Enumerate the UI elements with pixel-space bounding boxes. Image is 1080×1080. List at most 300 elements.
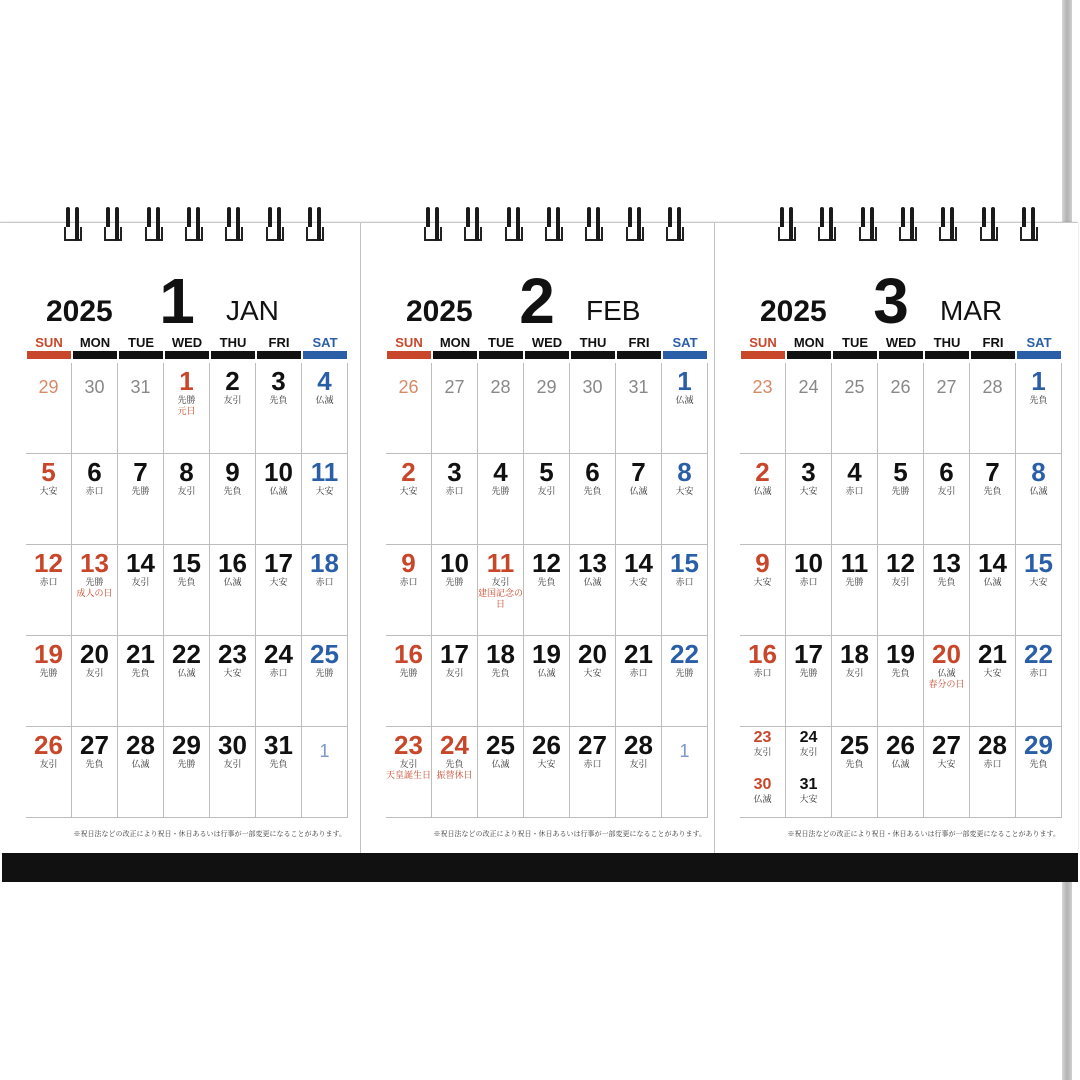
day-cell <box>118 727 164 818</box>
other-month-day <box>26 363 72 454</box>
rokuyo-label: 仏滅 <box>583 577 602 587</box>
rokuyo-label: 先勝 <box>39 668 58 678</box>
day-cell <box>524 727 570 818</box>
page-divider <box>714 223 715 853</box>
rokuyo-label: 大安 <box>799 486 818 496</box>
day-cell <box>256 454 302 545</box>
day-number: 15 <box>670 548 699 578</box>
month-name: FEB <box>586 295 641 326</box>
day-cell <box>72 636 118 727</box>
day-cell <box>832 454 878 545</box>
weekday-label: TUE <box>118 333 164 361</box>
day-number: 15 <box>1024 548 1053 578</box>
rokuyo-label: 先負 <box>445 759 464 769</box>
ring-hole <box>545 227 563 241</box>
rokuyo-label: 赤口 <box>445 486 464 496</box>
rokuyo-label: 赤口 <box>315 577 334 587</box>
rokuyo-label: 大安 <box>583 668 602 678</box>
rokuyo-label: 先負 <box>269 395 288 405</box>
rokuyo-label: 仏滅 <box>131 759 150 769</box>
weekday-header-row <box>386 333 708 361</box>
rokuyo-label: 友引 <box>177 486 196 496</box>
day-cell <box>524 454 570 545</box>
rokuyo-label: 大安 <box>223 668 242 678</box>
day-cell <box>210 727 256 818</box>
day-number: 26 <box>532 730 561 760</box>
ring-hole <box>818 227 836 241</box>
rokuyo-label: 大安 <box>983 668 1002 678</box>
day-number: 12 <box>532 548 561 578</box>
day-cell <box>1016 727 1062 818</box>
day-cell <box>924 545 970 636</box>
day-number: 20 <box>932 639 961 669</box>
rokuyo-label: 先勝 <box>85 577 104 587</box>
ring-hole <box>104 227 122 241</box>
day-cell <box>662 363 708 454</box>
day-cell <box>302 545 348 636</box>
rokuyo-label: 先負 <box>177 577 196 587</box>
day-cell <box>878 545 924 636</box>
day-number: 23 <box>218 639 247 669</box>
day-number: 27 <box>578 730 607 760</box>
day-number: 31 <box>130 377 151 397</box>
day-cell <box>118 545 164 636</box>
rokuyo-label: 先負 <box>537 577 556 587</box>
ring-hole <box>505 227 523 241</box>
day-cell <box>786 545 832 636</box>
rokuyo-label: 大安 <box>629 577 648 587</box>
day-number: 21 <box>126 639 155 669</box>
day-cell <box>72 454 118 545</box>
holiday-label: 春分の日 <box>928 679 965 689</box>
day-number: 5 <box>893 457 908 487</box>
day-number: 26 <box>890 377 911 397</box>
weekday-label: FRI <box>616 333 662 361</box>
ring-hole <box>778 227 796 241</box>
day-cell <box>832 636 878 727</box>
ring-icon <box>899 207 917 247</box>
day-number: 10 <box>264 457 293 487</box>
weekday-label: THU <box>924 333 970 361</box>
day-cell <box>118 454 164 545</box>
day-cell <box>26 636 72 727</box>
month-number: 1 <box>159 265 195 337</box>
rokuyo-label: 赤口 <box>85 486 104 496</box>
day-number: 13 <box>932 548 961 578</box>
day-number: 26 <box>886 730 915 760</box>
day-cell <box>740 454 786 545</box>
day-cell <box>740 636 786 727</box>
day-cell <box>924 636 970 727</box>
day-number: 17 <box>264 548 293 578</box>
ring-hole <box>899 227 917 241</box>
rokuyo-label: 赤口 <box>583 759 602 769</box>
weekday-label: SAT <box>662 333 708 361</box>
other-month-day <box>302 727 348 818</box>
other-month-day <box>662 727 708 818</box>
rokuyo-label: 大安 <box>399 486 418 496</box>
rokuyo-label: 先負 <box>223 486 242 496</box>
day-cell <box>72 545 118 636</box>
day-number: 11 <box>840 548 869 578</box>
day-number: 28 <box>624 730 653 760</box>
day-cell <box>210 636 256 727</box>
day-number: 28 <box>978 730 1007 760</box>
day-number: 4 <box>317 366 332 396</box>
holiday-label: 振替休日 <box>436 770 473 780</box>
day-cell <box>164 636 210 727</box>
day-number: 25 <box>310 639 339 669</box>
rokuyo-label: 先負 <box>1029 759 1048 769</box>
weekday-label: SAT <box>1016 333 1062 361</box>
day-cell <box>302 636 348 727</box>
day-number: 21 <box>624 639 653 669</box>
day-number: 19 <box>886 639 915 669</box>
day-number: 21 <box>978 639 1007 669</box>
day-cell <box>26 454 72 545</box>
ring-hole <box>585 227 603 241</box>
rokuyo-label: 先勝 <box>491 486 510 496</box>
rokuyo-label: 友引 <box>399 759 418 769</box>
ring-hole <box>464 227 482 241</box>
rokuyo-label: 赤口 <box>799 577 818 587</box>
day-number: 30 <box>218 730 247 760</box>
day-cell <box>478 636 524 727</box>
ring-icon <box>939 207 957 247</box>
day-cell <box>26 545 72 636</box>
rokuyo-label: 友引 <box>39 759 58 769</box>
page-divider <box>360 223 361 853</box>
rokuyo-label: 友引 <box>223 395 242 405</box>
day-number: 22 <box>1024 639 1053 669</box>
day-number: 16 <box>394 639 423 669</box>
day-cell <box>570 636 616 727</box>
day-cell <box>118 636 164 727</box>
ring-icon <box>64 207 82 247</box>
day-cell <box>878 636 924 727</box>
day-number: 5 <box>539 457 554 487</box>
weekday-label: SUN <box>26 333 72 361</box>
rokuyo-label: 赤口 <box>399 577 418 587</box>
day-number: 8 <box>179 457 194 487</box>
day-cell <box>478 545 524 636</box>
day-number: 1 <box>679 741 690 761</box>
day-cell <box>970 454 1016 545</box>
other-month-day <box>616 363 662 454</box>
day-number: 9 <box>401 548 416 578</box>
rokuyo-label: 先負 <box>583 486 602 496</box>
day-cell <box>832 545 878 636</box>
day-cell <box>570 454 616 545</box>
day-number: 31 <box>628 377 649 397</box>
ring-icon <box>626 207 644 247</box>
ring-icon <box>225 207 243 247</box>
day-number: 6 <box>585 457 600 487</box>
year-label: 2025 <box>46 295 113 328</box>
day-cell <box>524 636 570 727</box>
day-number: 27 <box>444 377 465 397</box>
rokuyo-label: 仏滅 <box>1029 486 1048 496</box>
weekday-label: TUE <box>478 333 524 361</box>
day-number: 18 <box>310 548 339 578</box>
day-number: 14 <box>978 548 1007 578</box>
day-number: 15 <box>172 548 201 578</box>
rokuyo-label: 仏滅 <box>269 486 288 496</box>
day-cell <box>616 636 662 727</box>
rokuyo-label: 仏滅 <box>491 759 510 769</box>
day-cell <box>26 727 72 818</box>
day-number: 22 <box>172 639 201 669</box>
day-number: 26 <box>34 730 63 760</box>
day-number: 25 <box>840 730 869 760</box>
day-cell <box>302 454 348 545</box>
day-cell <box>478 454 524 545</box>
month-header <box>364 265 714 337</box>
weekday-label: WED <box>524 333 570 361</box>
rokuyo-label: 友引 <box>85 668 104 678</box>
ring-icon <box>545 207 563 247</box>
day-number: 17 <box>794 639 823 669</box>
day-number: 16 <box>218 548 247 578</box>
day-cell <box>786 636 832 727</box>
day-cell <box>1016 454 1062 545</box>
day-number: 29 <box>1024 730 1053 760</box>
day-number: 2 <box>401 457 416 487</box>
year-label: 2025 <box>406 295 473 328</box>
day-number: 7 <box>133 457 148 487</box>
footnote: ※祝日法などの改正により祝日・休日あるいは行事が一部変更になることがあります。 <box>433 831 706 838</box>
day-number: 25 <box>486 730 515 760</box>
day-number: 25 <box>844 377 865 397</box>
rokuyo-label: 赤口 <box>269 668 288 678</box>
date-grid <box>26 363 348 818</box>
day-cell <box>570 545 616 636</box>
day-number: 16 <box>748 639 777 669</box>
rokuyo-label: 友引 <box>491 577 510 587</box>
rokuyo-label: 仏滅 <box>983 577 1002 587</box>
rokuyo-label: 仏滅 <box>537 668 556 678</box>
day-cell <box>878 454 924 545</box>
day-cell <box>786 729 831 774</box>
date-grid <box>740 363 1062 818</box>
rokuyo-label: 先負 <box>937 577 956 587</box>
day-number: 27 <box>80 730 109 760</box>
day-cell <box>386 454 432 545</box>
day-cell <box>210 363 256 454</box>
rokuyo-label: 先負 <box>845 759 864 769</box>
date-grid <box>386 363 708 818</box>
ring-hole <box>626 227 644 241</box>
day-cell <box>524 545 570 636</box>
rokuyo-label: 仏滅 <box>753 794 772 804</box>
ring-icon <box>859 207 877 247</box>
day-number: 11 <box>486 548 515 578</box>
rokuyo-label: 赤口 <box>629 668 648 678</box>
day-number: 5 <box>41 457 56 487</box>
weekday-label: THU <box>570 333 616 361</box>
day-cell <box>256 363 302 454</box>
ring-icon <box>818 207 836 247</box>
weekday-header-row <box>740 333 1062 361</box>
other-month-day <box>924 363 970 454</box>
day-cell <box>970 636 1016 727</box>
day-number: 10 <box>794 548 823 578</box>
day-number: 30 <box>582 377 603 397</box>
day-number: 11 <box>310 457 339 487</box>
day-number: 20 <box>80 639 109 669</box>
day-cell <box>1016 363 1062 454</box>
rokuyo-label: 友引 <box>891 577 910 587</box>
day-number: 28 <box>490 377 511 397</box>
rokuyo-label: 赤口 <box>983 759 1002 769</box>
rokuyo-label: 友引 <box>629 759 648 769</box>
day-number: 3 <box>271 366 286 396</box>
day-cell <box>164 727 210 818</box>
day-number: 20 <box>578 639 607 669</box>
day-cell <box>1016 545 1062 636</box>
rokuyo-label: 先負 <box>983 486 1002 496</box>
rokuyo-label: 先負 <box>131 668 150 678</box>
day-number: 24 <box>264 639 293 669</box>
ring-hole <box>939 227 957 241</box>
day-cell <box>924 727 970 818</box>
binding-rings <box>64 207 324 247</box>
ring-icon <box>666 207 684 247</box>
day-cell <box>832 727 878 818</box>
day-number: 4 <box>493 457 508 487</box>
rokuyo-label: 仏滅 <box>223 577 242 587</box>
weekday-label: WED <box>164 333 210 361</box>
holiday-label: 成人の日 <box>76 588 113 598</box>
day-cell <box>662 454 708 545</box>
day-cell <box>1016 636 1062 727</box>
other-month-day <box>118 363 164 454</box>
day-cell <box>478 727 524 818</box>
day-cell <box>616 545 662 636</box>
rokuyo-label: 赤口 <box>675 577 694 587</box>
ring-hole <box>64 227 82 241</box>
rokuyo-label: 大安 <box>799 794 818 804</box>
rokuyo-label: 赤口 <box>39 577 58 587</box>
ring-icon <box>585 207 603 247</box>
footnote: ※祝日法などの改正により祝日・休日あるいは行事が一部変更になることがあります。 <box>73 831 346 838</box>
other-month-day <box>570 363 616 454</box>
day-cell <box>72 727 118 818</box>
ring-hole <box>225 227 243 241</box>
day-cell <box>740 729 785 774</box>
rokuyo-label: 先負 <box>1029 395 1048 405</box>
ring-hole <box>306 227 324 241</box>
ring-icon <box>505 207 523 247</box>
ring-icon <box>980 207 998 247</box>
day-cell <box>570 727 616 818</box>
year-label: 2025 <box>760 295 827 328</box>
binding-rings <box>424 207 684 247</box>
ring-icon <box>145 207 163 247</box>
other-month-day <box>386 363 432 454</box>
day-number: 31 <box>799 776 818 793</box>
rokuyo-label: 仏滅 <box>753 486 772 496</box>
calendar-base <box>2 850 1078 882</box>
day-number: 28 <box>126 730 155 760</box>
day-number: 1 <box>1031 366 1046 396</box>
day-number: 24 <box>799 729 818 746</box>
rokuyo-label: 友引 <box>223 759 242 769</box>
day-number: 4 <box>847 457 862 487</box>
day-cell <box>786 776 831 818</box>
day-cell <box>662 545 708 636</box>
ring-hole <box>266 227 284 241</box>
day-number: 30 <box>753 776 772 793</box>
day-number: 23 <box>753 729 772 746</box>
day-number: 19 <box>532 639 561 669</box>
day-number: 30 <box>84 377 105 397</box>
rokuyo-label: 友引 <box>937 486 956 496</box>
rokuyo-label: 先負 <box>269 759 288 769</box>
rokuyo-label: 大安 <box>753 577 772 587</box>
day-number: 29 <box>536 377 557 397</box>
rokuyo-label: 赤口 <box>753 668 772 678</box>
day-number: 1 <box>179 366 194 396</box>
ring-icon <box>104 207 122 247</box>
other-month-day <box>878 363 924 454</box>
ring-icon <box>778 207 796 247</box>
day-number: 13 <box>80 548 109 578</box>
day-number: 13 <box>578 548 607 578</box>
rokuyo-label: 先勝 <box>845 577 864 587</box>
day-number: 24 <box>440 730 469 760</box>
weekday-header-row <box>26 333 348 361</box>
weekday-label: SUN <box>386 333 432 361</box>
holiday-label: 元日 <box>177 406 196 416</box>
rokuyo-label: 先勝 <box>445 577 464 587</box>
ring-hole <box>1020 227 1038 241</box>
day-cell <box>256 727 302 818</box>
day-cell <box>432 545 478 636</box>
rokuyo-label: 友引 <box>537 486 556 496</box>
rokuyo-label: 先勝 <box>131 486 150 496</box>
weekday-label: FRI <box>256 333 302 361</box>
rokuyo-label: 友引 <box>445 668 464 678</box>
day-cell <box>256 636 302 727</box>
day-number: 26 <box>398 377 419 397</box>
month-name: MAR <box>940 295 1003 326</box>
day-cell <box>210 454 256 545</box>
rokuyo-label: 先負 <box>491 668 510 678</box>
day-number: 29 <box>172 730 201 760</box>
month-page <box>364 223 714 853</box>
rokuyo-label: 大安 <box>937 759 956 769</box>
day-number: 1 <box>677 366 692 396</box>
day-number: 18 <box>486 639 515 669</box>
day-number: 2 <box>225 366 240 396</box>
day-number: 7 <box>631 457 646 487</box>
day-number: 27 <box>936 377 957 397</box>
day-cell <box>786 727 832 818</box>
day-cell <box>386 545 432 636</box>
rokuyo-label: 友引 <box>131 577 150 587</box>
rokuyo-label: 先負 <box>85 759 104 769</box>
rokuyo-label: 大安 <box>1029 577 1048 587</box>
ring-hole <box>424 227 442 241</box>
day-cell <box>432 636 478 727</box>
rokuyo-label: 先負 <box>891 668 910 678</box>
rokuyo-label: 大安 <box>39 486 58 496</box>
rokuyo-label: 先勝 <box>675 668 694 678</box>
weekday-label: MON <box>72 333 118 361</box>
month-number: 2 <box>519 265 555 337</box>
day-number: 3 <box>447 457 462 487</box>
